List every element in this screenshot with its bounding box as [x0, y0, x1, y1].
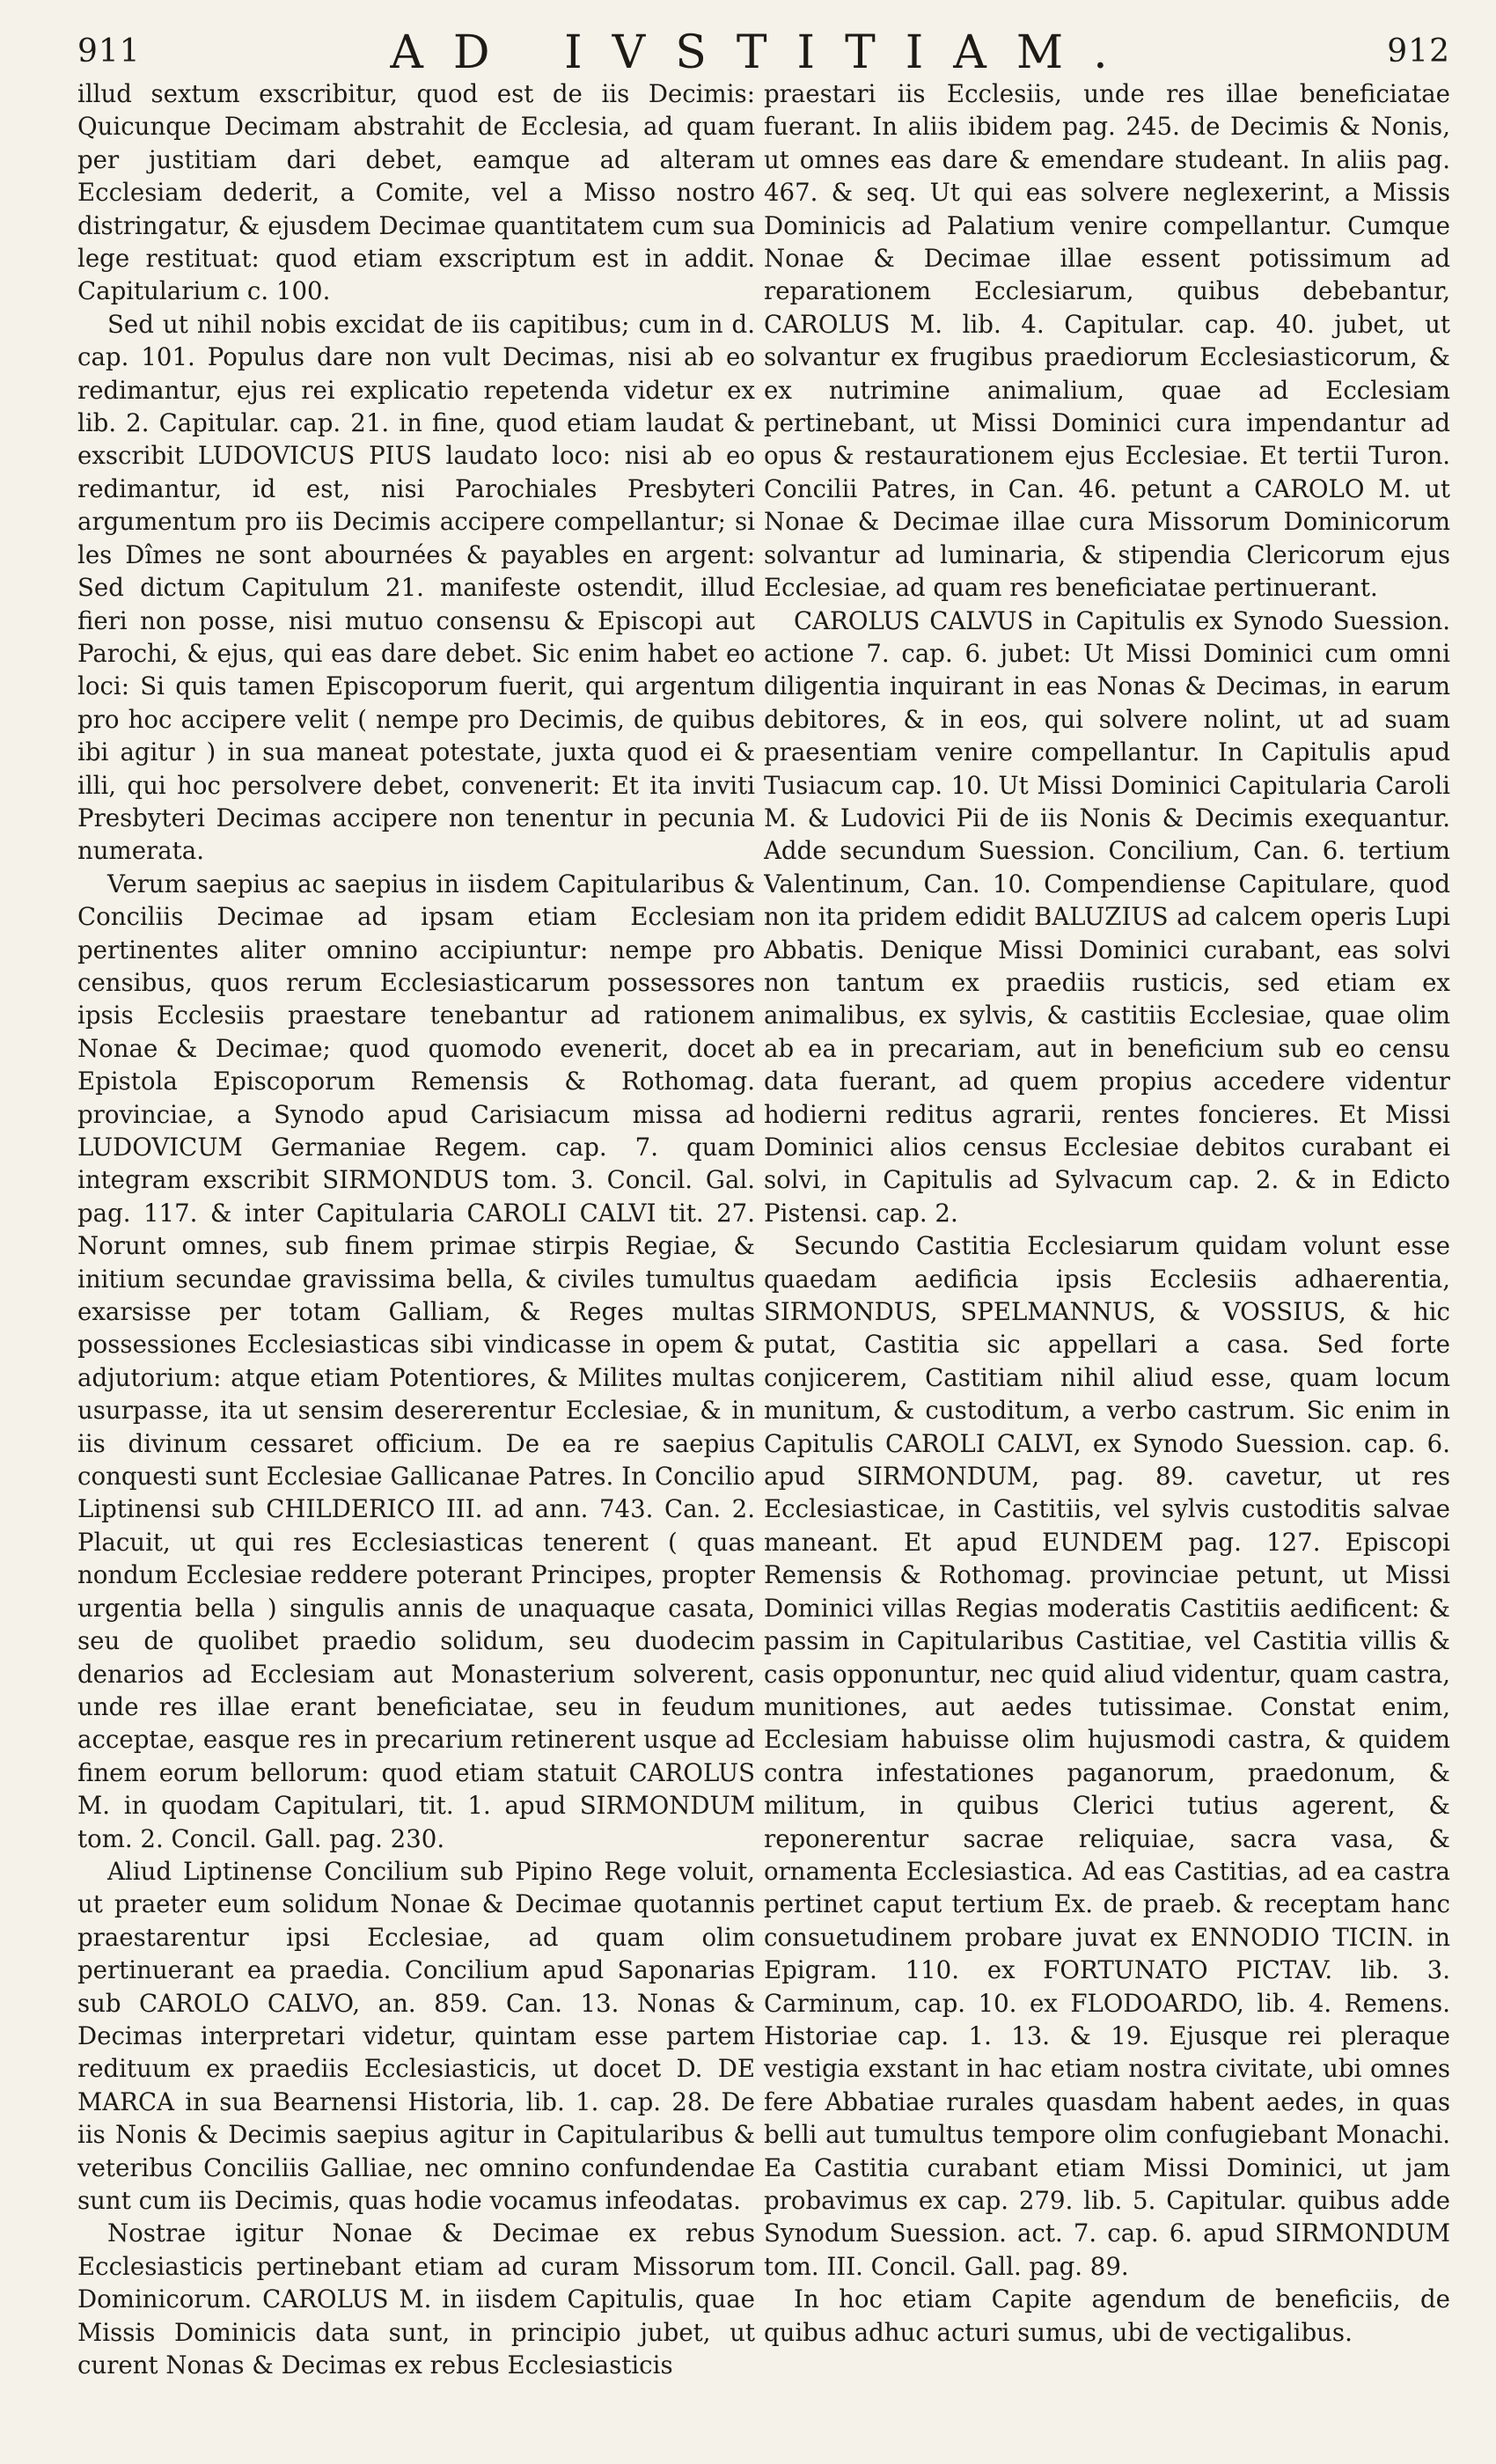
page-number-left: 911 [77, 33, 141, 70]
paragraph: Secundo Castitia Ecclesiarum quidam volunt esse quaedam aedificia ipsis Ecclesiis adhaerentia, SIRMONDUS, SPELMANNUS, & VOSSIUS, & hic putat, Castitia sic appellari a casa. Sed forte conjicerem, Castitiam nihil aliud esse, quam locum munitum, & custoditum, a verbo castrum. Sic enim in Capitulis CAROLI CALVI, ex Synodo Suession. cap. 6. apud SIRMONDUM, pag. 89. cavetur, ut res Ecclesiasticae, in Castitiis, vel sylvis custoditis salvae maneant. Et apud EUNDEM pag. 127. Episcopi Remensis & Rothomag. provinciae petunt, ut Missi Dominici villas Regias moderatis Castitiis aedificent: & passim in Capitularibus Castitiae, vel Castitia villis & casis opponuntur, nec quid aliud videntur, quam castra, munitiones, aut aedes tutissimae. Constat enim, Ecclesiam habuisse olim hujusmodi castra, & quidem contra infestationes paganorum, praedonum, & militum, in quibus Clerici tutius agerent, & reponerentur sacrae reliquiae, sacra vasa, & ornamenta Ecclesiastica. Ad eas Castitias, ad ea castra pertinet caput tertium Ex. de praeb. & receptam hanc consuetudinem probare juvat ex ENNODIO TICIN. in Epigram. 110. ex FORTUNATO PICTAV. lib. 3. Carminum, cap. 10. ex FLODOARDO, lib. 4. Remens. Historiae cap. 1. 13. & 19. Ejusque rei pleraque vestigia exstant in hac etiam nostra civitate, ubi omnes fere Abbatiae rurales quasdam habent aedes, in quas belli aut tumultus tempore olim confugiebant Monachi. Ea Castitia curabant etiam Missi Dominici, ut jam probavimus ex cap. 279. lib. 5. Capitular. quibus adde Synodum Suession. act. 7. cap. 6. apud SIRMONDUM tom. III. Concil. Gall. pag. 89. [764, 1231, 1450, 2281]
paragraph: Sed ut nihil nobis excidat de iis capitibus; cum in d. cap. 101. Populus dare non vult Decimas, nisi ab eo redimantur, ejus rei explicatio repetenda videtur ex lib. 2. Capitular. cap. 21. in fine, quod etiam laudat & exscribit LUDOVICUS PIUS laudato loco: nisi ab eo redimantur, id est, nisi Parochiales Presbyteri argumentum pro iis Decimis accipere compellantur; si les Dîmes ne sont abournées & payables en argent: Sed dictum Capitulum 21. manifeste ostendit, illud fieri non posse, nisi mutuo consensu & Episcopi aut Parochi, & ejus, qui eas dare debet. Sic enim habet eo loci: Si quis tamen Episcoporum fuerit, qui argentum pro hoc accipere velit ( nempe pro Decimis, de quibus ibi agitur ) in sua maneat potestate, juxta quod ei & illi, qui hoc persolvere debet, convenerit: Et ita inviti Presbyteri Decimas accipere non tenentur in pecunia numerata. [77, 309, 755, 866]
paragraph: In hoc etiam Capite agendum de beneficiis, de quibus adhuc acturi sumus, ubi de vectigalibus. [764, 2284, 1450, 2347]
paragraph: Nostrae igitur Nonae & Decimae ex rebus Ecclesiasticis pertinebant etiam ad curam Missorum Dominicorum. CAROLUS M. in iisdem Capitulis, quae Missis Dominicis data sunt, in principio jubet, ut curent Nonas & Decimas ex rebus Ecclesiasticis [77, 2218, 755, 2380]
paragraph: Verum saepius ac saepius in iisdem Capitularibus & Conciliis Decimae ad ipsam etiam Ecclesiam pertinentes aliter omnino accipiuntur: nempe pro censibus, quos rerum Ecclesiasticarum possessores ipsis Ecclesiis praestare tenebantur ad rationem Nonae & Decimae; quod quomodo evenerit, docet Epistola Episcoporum Remensis & Rothomag. provinciae, a Synodo apud Carisiacum missa ad LUDOVICUM Germaniae Regem. cap. 7. quam integram exscribit SIRMONDUS tom. 3. Concil. Gal. pag. 117. & inter Capitularia CAROLI CALVI tit. 27. Norunt omnes, sub finem primae stirpis Regiae, & initium secundae gravissima bella, & civiles tumultus exarsisse per totam Galliam, & Reges multas possessiones Ecclesiasticas sibi vindicasse in opem & adjutorium: atque etiam Potentiores, & Milites multas usurpasse, ita ut sensim desererentur Ecclesiae, & in iis divinum cessaret officium. De ea re saepius conquesti sunt Ecclesiae Gallicanae Patres. In Concilio Liptinensi sub CHILDERICO III. ad ann. 743. Can. 2. Placuit, ut qui res Ecclesiasticas tenerent ( quas nondum Ecclesiae reddere poterant Principes, propter urgentia bella ) singulis annis de unaquaque casata, seu de quolibet praedio solidum, seu duodecim denarios ad Ecclesiam aut Monasterium solverent, unde res illae erant beneficiatae, seu in feudum acceptae, easque res in precarium retinerent usque ad finem eorum bellorum: quod etiam statuit CAROLUS M. in quodam Capitulari, tit. 1. apud SIRMONDUM tom. 2. Concil. Gall. pag. 230. [77, 869, 755, 1853]
column-right [764, 77, 1450, 2445]
column-left [77, 77, 755, 2445]
paragraph: CAROLUS CALVUS in Capitulis ex Synodo Suession. actione 7. cap. 6. jubet: Ut Missi Dominici cum omni diligentia inquirant in eas Nonas & Decimas, in earum debitores, & in eos, qui solvere nolint, ut ad suam praesentiam venire compellantur. In Capitulis apud Tusiacum cap. 10. Ut Missi Dominici Capitularia Caroli M. & Ludovici Pii de iis Nonis & Decimis exequantur. Adde secundum Suession. Concilium, Can. 6. tertium Valentinum, Can. 10. Compendiense Capitulare, quod non ita pridem edidit BALUZIUS ad calcem operis Lupi Abbatis. Denique Missi Dominici curabant, eas solvi non tantum ex praediis rusticis, sed etiam ex animalibus, ex sylvis, & castitiis Ecclesiae, quae olim ab ea in precariam, aut in beneficium sub eo censu data fuerant, ad quem propius accedere videntur hodierni reditus agrarii, rentes foncieres. Et Missi Dominici alios census Ecclesiae debitos curabant ei solvi, in Capitulis ad Sylvacum cap. 2. & in Edicto Pistensi. cap. 2. [764, 605, 1450, 1228]
paragraph: Aliud Liptinense Concilium sub Pipino Rege voluit, ut praeter eum solidum Nonae & Decimae quotannis praestarentur ipsi Ecclesiae, ad quam olim pertinuerant ea praedia. Concilium apud Saponarias sub CAROLO CALVO, an. 859. Can. 13. Nonas & Decimas interpretari videtur, quintam esse partem redituum ex praediis Ecclesiasticis, ut docet D. DE MARCA in sua Bearnensi Historia, lib. 1. cap. 28. De iis Nonis & Decimis saepius agitur in Capitularibus & veteribus Conciliis Galliae, nec omnino confundendae sunt cum iis Decimis, quas hodie vocamus infeodatas. [77, 1856, 755, 2215]
page-number-right: 912 [1387, 33, 1450, 70]
paragraph: praestari iis Ecclesiis, unde res illae beneficiatae fuerant. In aliis ibidem pag. 245. de Decimis & Nonis, ut omnes eas dare & emendare studeant. In aliis pag. 467. & seq. Ut qui eas solvere neglexerint, a Missis Dominicis ad Palatium venire compellantur. Cumque Nonae & Decimae illae essent potissimum ad reparationem Ecclesiarum, quibus debebantur, CAROLUS M. lib. 4. Capitular. cap. 40. jubet, ut solvantur ex frugibus praediorum Ecclesiasticorum, & ex nutrimine animalium, quae ad Ecclesiam pertinebant, ut Missi Dominici cura impendantur ad opus & restaurationem ejus Ecclesiae. Et tertii Turon. Concilii Patres, in Can. 46. petunt a CAROLO M. ut Nonae & Decimae illae cura Missorum Dominicorum solvantur ad luminaria, & stipendia Clericorum ejus Ecclesiae, ad quam res beneficiatae pertinuerant. [764, 79, 1450, 603]
running-title: AD IVSTITIAM. [390, 26, 1138, 79]
paragraph: illud sextum exscribitur, quod est de iis Decimis: Quicunque Decimam abstrahit de Ecclesia, ad quam per justitiam dari debet, eamque ad alteram Ecclesiam dederit, a Comite, vel a Misso nostro distringatur, & ejusdem Decimae quantitatem cum sua lege restituat: quod etiam exscriptum est in addit. Capitularium c. 100. [77, 79, 755, 306]
running-header [77, 26, 1450, 83]
